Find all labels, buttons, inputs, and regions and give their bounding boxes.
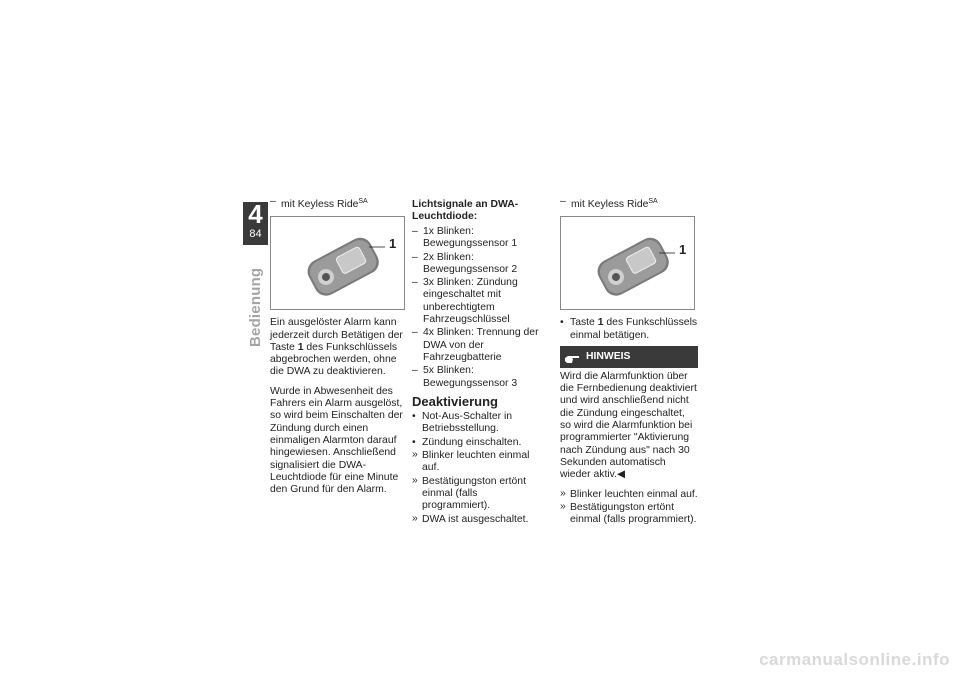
signal-item: – 4x Blinken: Trennung der DWA von der Fahrzeugbatterie: [412, 327, 548, 364]
column-1: [270, 196, 405, 503]
watermark: carmanualsonline.info: [759, 650, 950, 669]
result-item: » DWA ist ausgeschaltet.: [412, 514, 548, 526]
figure-callout: 1: [679, 242, 687, 258]
light-signals-heading: Lichtsignale an DWA-Leuchtdiode:: [412, 199, 519, 222]
key-fob-illustration: [271, 217, 404, 309]
result-item: » Bestätigungston ertönt einmal (falls programmiert).: [560, 502, 698, 527]
section-title: Deaktivierung: [412, 393, 498, 409]
signal-item: – 5x Blinken: Bewegungssensor 3: [412, 365, 548, 390]
result-item: » Blinker leuchten einmal auf.: [412, 450, 548, 475]
signal-item: – 2x Blinken: Bewegungssensor 2: [412, 252, 548, 277]
step-item: • Zündung einschalten.: [412, 437, 548, 449]
step-item: • Not-Aus-Schalter in Betriebsstellung.: [412, 411, 548, 436]
page-number: 84: [249, 228, 262, 240]
signal-item: – 1x Blinken: Bewegungssensor 1: [412, 226, 548, 251]
figure-callout: 1: [389, 236, 397, 252]
step-item: • Taste 1 des Funkschlüssels einmal betätigen.: [560, 317, 698, 342]
signal-item: – 3x Blinken: Zündung eingeschaltet mit unberechtigtem Fahrzeugschlüssel: [412, 277, 548, 326]
result-item: » Blinker leuchten einmal auf.: [560, 489, 698, 501]
key-fob-figure: [560, 216, 695, 310]
pointing-hand-icon: [564, 349, 582, 369]
note-banner: [560, 346, 698, 368]
variant-heading: – mit Keyless Ride$^{SA}$: [270, 196, 405, 211]
note-text: Wird die Alarmfunktion über die Fernbedienung deaktiviert und wird anschließend nicht die Zündung eingeschaltet, so wird die Alarmfunktion bei programmierter "Aktivierung nach Zündung aus" nach 30 Sekunden automatisch wieder aktiv.◀: [560, 370, 697, 481]
note-label: HINWEIS: [586, 350, 631, 362]
chapter-title: Bedienung: [247, 267, 264, 347]
column-2: [412, 199, 548, 527]
chapter-number: 4: [248, 199, 263, 229]
column-3: [560, 196, 698, 527]
variant-heading: – mit Keyless Ride$^{SA}$: [560, 196, 698, 211]
absence-alarm-paragraph: Wurde in Abwesenheit des Fahrers ein Alarm ausgelöst, so wird beim Einschalten der Zündung durch einen einmaligen Alarmton darauf hingewiesen. Anschließend signalisiert die DWA-Leuchtdiode für eine Minute den Grund für den Alarm.: [270, 385, 403, 496]
key-fob-illustration: [561, 217, 694, 309]
result-item: » Bestätigungston ertönt einmal (falls programmiert).: [412, 476, 548, 513]
cancel-alarm-paragraph: Ein ausgelöster Alarm kann jederzeit durch Betätigen der Taste 1 des Funkschlüssels abgebrochen werden, ohne die DWA zu deaktivieren.: [270, 317, 403, 378]
key-fob-figure: [270, 216, 405, 310]
